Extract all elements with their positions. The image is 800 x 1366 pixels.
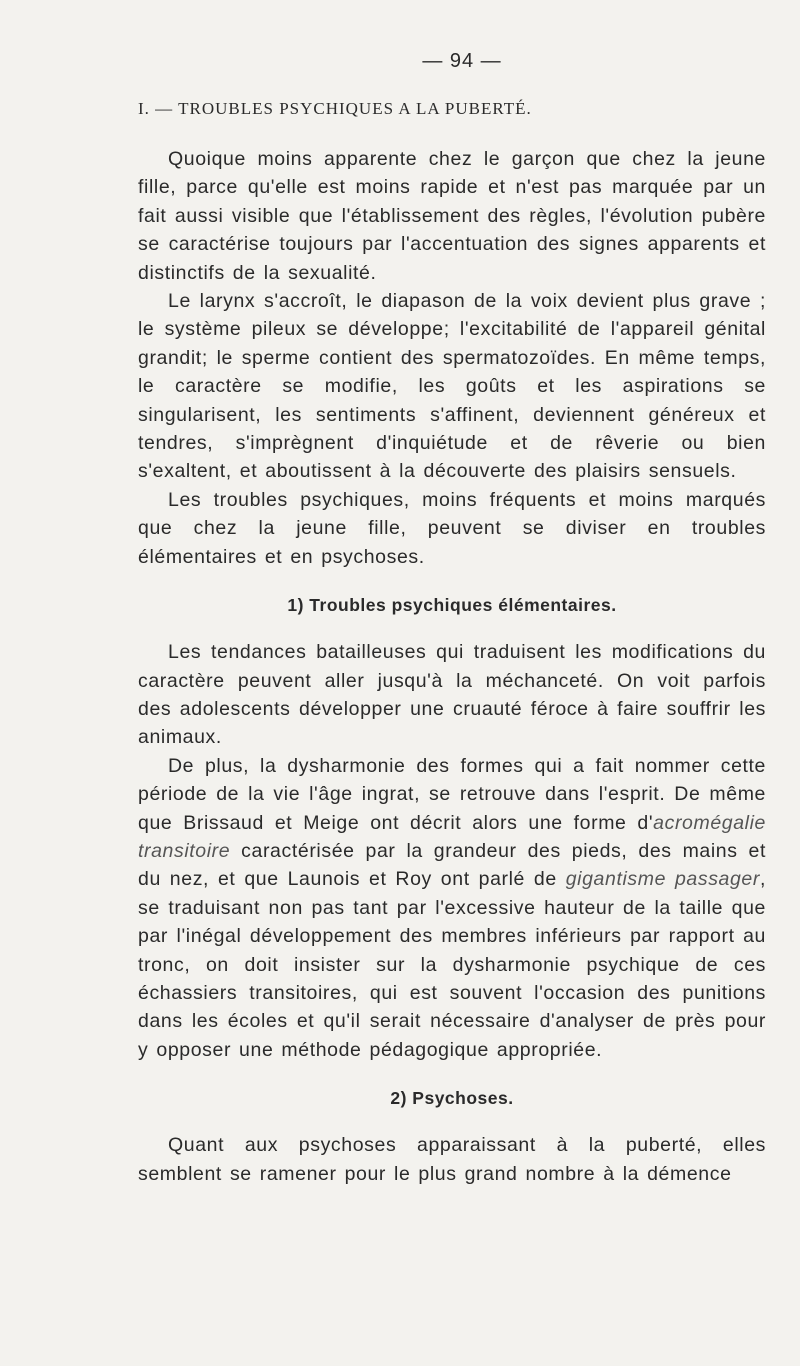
subsection-heading-psychoses: 2) Psychoses. bbox=[390, 1088, 514, 1109]
paragraph: Les tendances batailleuses qui traduisent les modifications du caractère peuvent aller jusqu'à la méchanceté. On voit parfois des adolescents développer une cruauté féroce à faire souffrir les animaux. bbox=[138, 641, 766, 749]
page-number: — 94 — bbox=[422, 50, 502, 72]
paragraph: Quoique moins apparente chez le garçon que chez la jeune fille, parce qu'elle est moins rapide et n'est pas marquée par un fait aussi visible que l'établissement des règles, l'évolution pubère se caractérise toujours par l'accentuation des signes apparents et distinctifs de la sexualité. bbox=[138, 148, 766, 284]
paragraph-dysharmony bbox=[138, 752, 766, 1064]
italic-term: acromégalie transitoire bbox=[138, 811, 766, 862]
text-span: De plus, la dysharmonie des formes qui a fait nommer cette période de la vie l'âge ingrat, se retrouve dans l'esprit. De même que Brissaud et Meige ont décrit alors une forme d' bbox=[138, 754, 766, 834]
paragraph: Quant aux psychoses apparaissant à la puberté, elles semblent se ramener pour le plus grand nombre à la démence bbox=[138, 1134, 766, 1185]
text-span: caractérisée par la grandeur des pieds, des mains et du nez, et que Launois et Roy ont parlé de bbox=[138, 839, 766, 891]
paragraph: Les troubles psychiques, moins fréquents et moins marqués que chez la jeune fille, peuvent se diviser en troubles élémentaires et en psychoses. bbox=[138, 488, 766, 568]
paragraph: Le larynx s'accroît, le diapason de la voix devient plus grave ; le système pileux se développe; l'excitabilité de l'appareil génital grandit; le sperme contient des spermatozoïdes. En même temps, le caractère se modifie, les goûts et les aspirations se singularisent, les sentiments s'affinent, deviennent généreux et tendres, s'imprègnent d'inquiétude et de rêverie ou bien s'exaltent, et aboutissent à la découverte des plaisirs sensuels. bbox=[138, 290, 766, 483]
section-heading: I. — TROUBLES PSYCHIQUES A LA PUBERTÉ. bbox=[138, 99, 532, 118]
text-span: , se traduisant non pas tant par l'excessive hauteur de la taille que par l'inégal développement des membres inférieurs par rapport au tronc, on doit insister sur la dysharmonie psychique de ces échassiers transitoires, qui est souvent l'occasion des punitions dans les écoles et qu'il serait nécessaire d'analyser de près pour y opposer une méthode pédagogique appropriée. bbox=[138, 868, 767, 1061]
subsection-heading-elementary: 1) Troubles psychiques élémentaires. bbox=[287, 595, 617, 616]
italic-term: gigantisme passager bbox=[565, 868, 760, 891]
